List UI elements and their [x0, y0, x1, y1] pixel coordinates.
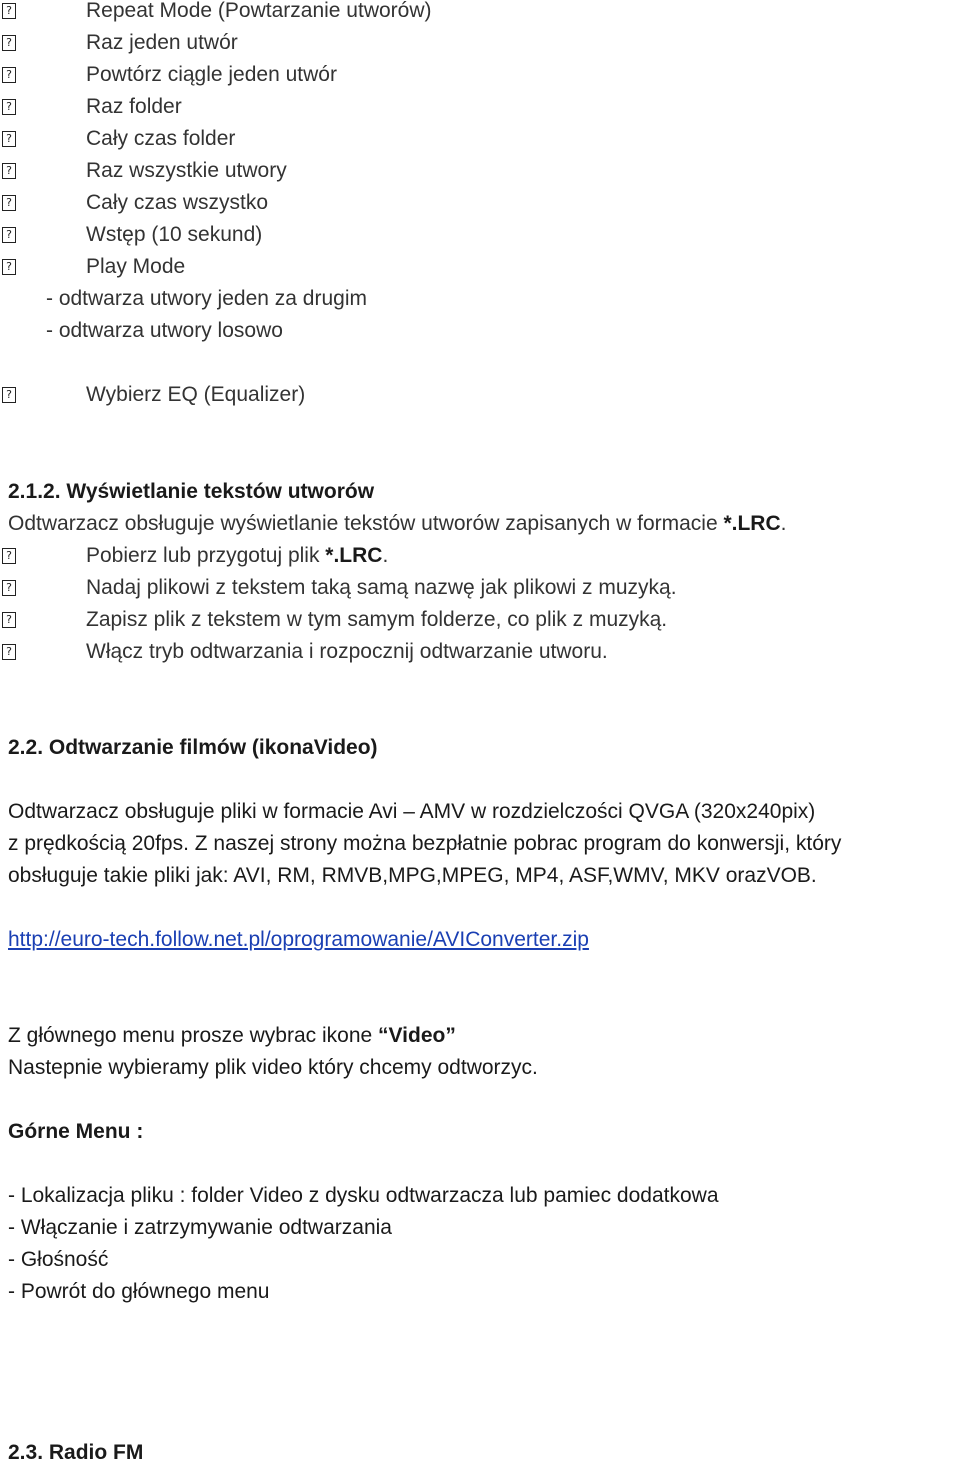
missing-glyph-icon: ?	[2, 259, 16, 275]
top-menu-item: - Lokalizacja pliku : folder Video z dysku odtwarzacza lub pamiec dodatkowa	[8, 1184, 719, 1207]
missing-glyph-icon: ?	[2, 35, 16, 51]
top-menu-item: - Głośność	[8, 1248, 109, 1271]
lyrics-intro: Odtwarzacz obsługuje wyświetlanie tekstów utworów zapisanych w formacie *.LRC.	[8, 512, 787, 535]
video-paragraph-line: Odtwarzacz obsługuje pliki w formacie Avi – AMV w rozdzielczości QVGA (320x240pix)	[8, 800, 816, 823]
missing-glyph-icon: ?	[2, 580, 16, 596]
top-menu-item: - Powrót do głównego menu	[8, 1280, 270, 1303]
video-paragraph-line: z prędkością 20fps. Z naszej strony można bezpłatnie pobrac program do konwersji, który	[8, 832, 842, 855]
missing-glyph-icon: ?	[2, 99, 16, 115]
video-menu-instruction: Z głównego menu prosze wybrac ikone “Video”	[8, 1024, 456, 1047]
missing-glyph-icon: ?	[2, 548, 16, 564]
missing-glyph-icon: ?	[2, 131, 16, 147]
video-paragraph-line: obsługuje takie pliki jak: AVI, RM, RMVB,MPG,MPEG, MP4, ASF,WMV, MKV orazVOB.	[8, 864, 817, 887]
missing-glyph-icon: ?	[2, 163, 16, 179]
missing-glyph-icon: ?	[2, 67, 16, 83]
video-next-step: Nastepnie wybieramy plik video który chcemy odtworzyc.	[8, 1056, 538, 1079]
section-heading-radio: 2.3. Radio FM	[8, 1441, 144, 1464]
missing-glyph-icon: ?	[2, 3, 16, 19]
top-menu-heading: Górne Menu :	[8, 1120, 144, 1143]
missing-glyph-icon: ?	[2, 195, 16, 211]
section-heading-lyrics: 2.1.2. Wyświetlanie tekstów utworów	[8, 480, 375, 503]
converter-download-link[interactable]: http://euro-tech.follow.net.pl/oprogramowanie/AVIConverter.zip	[8, 928, 589, 951]
missing-glyph-icon: ?	[2, 387, 16, 403]
missing-glyph-icon: ?	[2, 612, 16, 628]
missing-glyph-icon: ?	[2, 227, 16, 243]
play-mode-option: - odtwarza utwory jeden za drugim	[46, 287, 367, 310]
play-mode-option: - odtwarza utwory losowo	[46, 319, 283, 342]
converter-link-row	[8, 925, 956, 955]
top-menu-item: - Włączanie i zatrzymywanie odtwarzania	[8, 1216, 392, 1239]
section-heading-video: 2.2. Odtwarzanie filmów (ikonaVideo)	[8, 736, 378, 759]
missing-glyph-icon: ?	[2, 644, 16, 660]
